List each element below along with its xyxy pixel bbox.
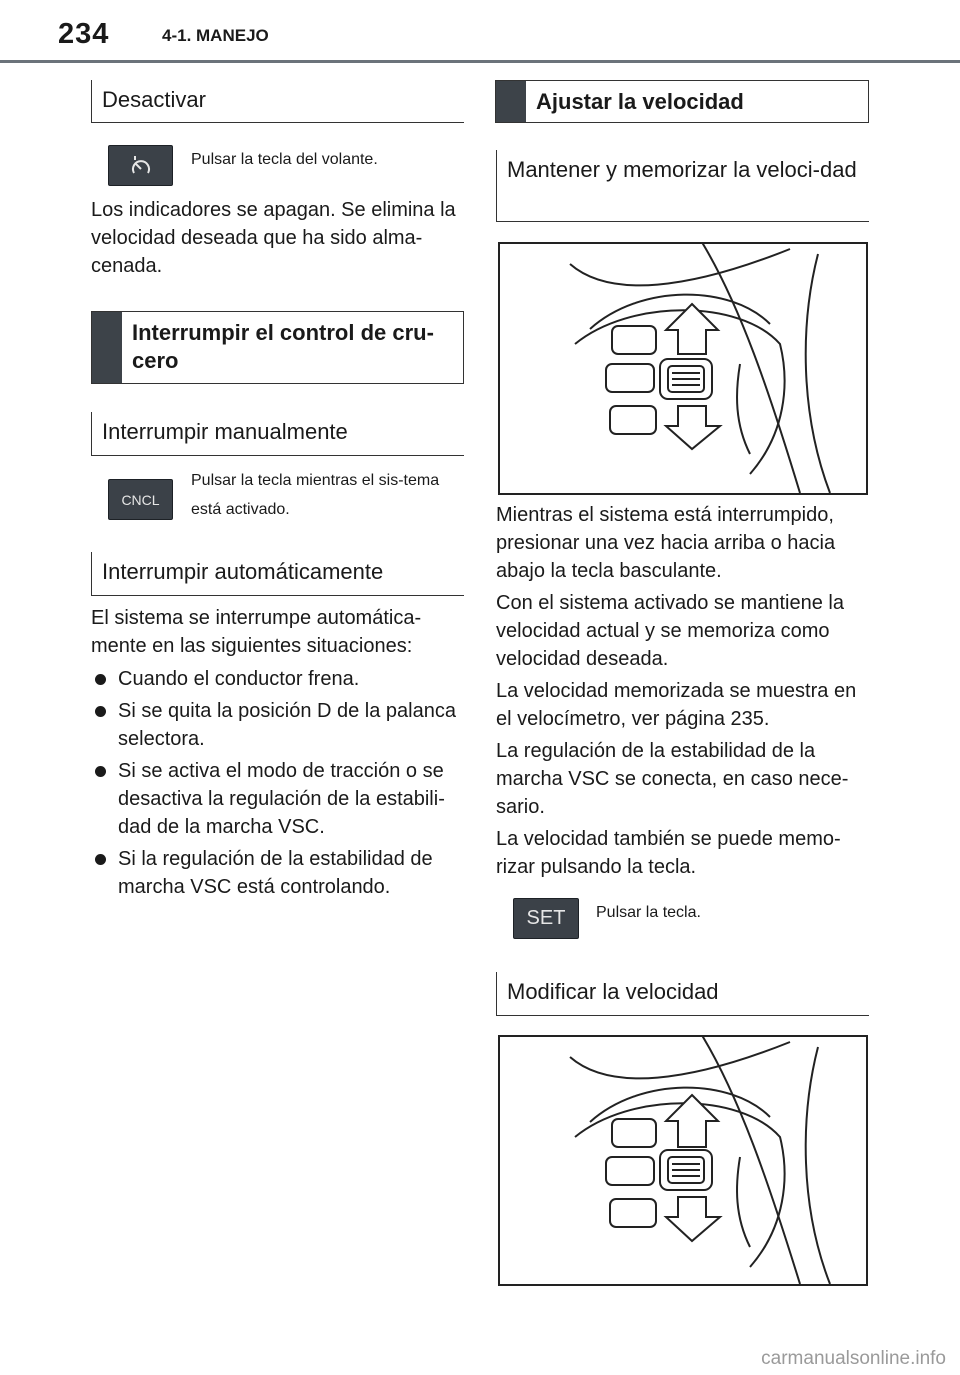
heading-interrumpir-text: Interrumpir el control de cru-cero (132, 320, 434, 373)
list-item: Cuando el conductor frena. (92, 665, 464, 693)
heading-bar (92, 312, 122, 383)
paragraph-2: Con el sistema activado se mantiene la velocidad actual y se memoriza como velocidad deseada. (496, 592, 844, 670)
cncl-key: CNCL (108, 479, 173, 520)
list-item: Si se activa el modo de tracción o se desactiva la regulación de la estabili-dad de la marcha VSC. (92, 757, 464, 841)
heading-desactivar: Desactivar (91, 80, 464, 123)
cruise-control-key (108, 145, 173, 186)
list-item: Si la regulación de la estabilidad de marcha VSC está controlando. (92, 845, 464, 901)
paragraph-3: La velocidad memorizada se muestra en el velocímetro, ver página 235. (496, 680, 857, 730)
heading-mantener: Mantener y memorizar la veloci-dad (496, 150, 869, 222)
auto-conditions-list (92, 665, 464, 905)
heading-manual: Interrumpir manualmente (91, 412, 464, 456)
heading-modificar: Modificar la velocidad (496, 972, 869, 1016)
cruise-control-icon (128, 154, 154, 178)
paragraph-5: La velocidad también se puede memo-rizar pulsando la tecla. (496, 828, 841, 878)
set-key: SET (513, 898, 579, 939)
desactivar-note: Pulsar la tecla del volante. (191, 151, 378, 168)
page-number: 234 (58, 18, 110, 50)
heading-ajustar-text: Ajustar la velocidad (536, 89, 744, 114)
watermark: carmanualsonline.info (761, 1348, 946, 1369)
list-item: Si se quita la posición D de la palanca selectora. (92, 697, 464, 753)
cncl-note: Pulsar la tecla mientras el sis-tema está activado. (191, 472, 440, 518)
heading-ajustar (495, 80, 869, 123)
heading-bar (496, 81, 526, 122)
heading-interrumpir (91, 311, 464, 384)
desactivar-text: Los indicadores se apagan. Se elimina la velocidad deseada que ha sido alma-cenada. (91, 199, 456, 277)
header-divider (0, 60, 960, 63)
steering-wheel-illustration-1 (498, 242, 868, 495)
paragraph-4: La regulación de la estabilidad de la marcha VSC se conecta, en caso nece-sario. (496, 740, 849, 818)
paragraph-1: Mientras el sistema está interrumpido, presionar una vez hacia arriba o hacia abajo la tecla basculante. (496, 504, 836, 582)
heading-auto: Interrumpir automáticamente (91, 552, 464, 596)
section-title: 4-1. MANEJO (162, 26, 269, 45)
rocker-switch-diagram (500, 1037, 866, 1284)
rocker-switch-diagram (500, 244, 866, 493)
auto-intro: El sistema se interrumpe automática-mente en las siguientes situaciones: (91, 607, 422, 657)
set-note: Pulsar la tecla. (596, 904, 701, 921)
steering-wheel-illustration-2 (498, 1035, 868, 1286)
